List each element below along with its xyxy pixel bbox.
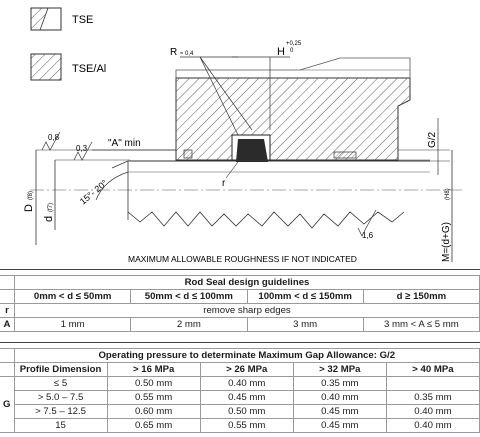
g-side-label: G: [0, 377, 14, 433]
table1-cell: 2 mm: [131, 318, 247, 332]
row-r-label: r: [0, 304, 15, 318]
roughness-16: 1,6: [362, 231, 374, 240]
roughness-03: 0,3: [76, 144, 88, 153]
seal-lip: [236, 139, 268, 162]
table2-cell: 0.45 mm: [293, 419, 386, 433]
dim-d-outer-fit: (f8): [28, 191, 34, 200]
angle-label: 15°- 20°: [77, 177, 110, 207]
table2-cell: 0.50 mm: [107, 377, 200, 391]
m-formula: M=(d+G): [441, 221, 452, 262]
table2-cell: 0.40 mm: [386, 405, 479, 419]
table2-cell: 0.40 mm: [200, 377, 293, 391]
table2-cell: 0.35 mm: [386, 391, 479, 405]
rod-seal-guidelines-table: [0, 275, 480, 332]
legend-tse: [31, 8, 93, 30]
roughness-note: MAXIMUM ALLOWABLE ROUGHNESS IF NOT INDICATED: [128, 254, 357, 264]
table2-cell: 0.50 mm: [200, 405, 293, 419]
table2-cell: > 5.0 – 7.5: [14, 391, 107, 405]
table-row: [0, 419, 480, 433]
housing-section: [176, 78, 410, 160]
h-tol-zero: 0: [290, 48, 294, 54]
legend-tse-al-label: TSE/Al: [72, 63, 107, 75]
gap-allowance-table: [0, 348, 480, 433]
row-r-text: remove sharp edges: [15, 304, 480, 318]
table1-header: 100mm < d ≤ 150mm: [247, 290, 363, 304]
table2-cell: 0.40 mm: [293, 391, 386, 405]
table1-header: d ≥ 150mm: [363, 290, 479, 304]
h-tol-plus: +0,25: [286, 41, 302, 47]
table2-header: > 40 MPa: [386, 363, 479, 377]
r-callout: R: [170, 47, 178, 58]
table2-header: Profile Dimension: [14, 363, 107, 377]
a-min-label: "A" min: [108, 138, 141, 149]
table2-cell: 0.65 mm: [107, 419, 200, 433]
h-label: H: [277, 46, 285, 58]
table-row: [0, 405, 480, 419]
table2-header: > 26 MPa: [200, 363, 293, 377]
dim-d-inner-fit: (f7): [48, 203, 54, 212]
table2-title: Operating pressure to determinate Maximum Gap Allowance: G/2: [14, 349, 480, 363]
row-a-label: A: [0, 318, 15, 332]
dim-d-outer: D: [23, 204, 35, 212]
table1-title: Rod Seal design guidelines: [15, 276, 480, 290]
table2-cell: [386, 377, 479, 391]
table2-cell: 0.40 mm: [386, 419, 479, 433]
m-fit: (H8): [445, 188, 451, 200]
legend-tse-label: TSE: [72, 14, 94, 26]
table2-cell: 0.45 mm: [293, 405, 386, 419]
roughness-08: 0,8: [48, 133, 60, 142]
table1-header: 50mm < d ≤ 100mm: [131, 290, 247, 304]
rod-break-line: [128, 212, 404, 228]
tse-al-profile-icon: [31, 54, 61, 80]
table2-header: > 32 MPa: [293, 363, 386, 377]
r-value: ≈ 0,4: [180, 51, 194, 57]
dim-d-inner: d: [43, 215, 55, 222]
gap-half-label: G/2: [427, 131, 438, 148]
table2-cell: ≤ 5: [14, 377, 107, 391]
table1-header: 0mm < d ≤ 50mm: [15, 290, 131, 304]
table2-cell: 0.35 mm: [293, 377, 386, 391]
table2-cell: 0.45 mm: [200, 391, 293, 405]
table1-cell: 1 mm: [15, 318, 131, 332]
table2-cell: 0.55 mm: [200, 419, 293, 433]
table-row: [0, 377, 480, 391]
legend-tse-al: [31, 54, 106, 80]
table-row: [0, 391, 480, 405]
table2-cell: > 7.5 – 12.5: [14, 405, 107, 419]
table1-cell: 3 mm: [247, 318, 363, 332]
table2-cell: 0.55 mm: [107, 391, 200, 405]
r-small-label: r: [222, 178, 226, 189]
table2-header: > 16 MPa: [107, 363, 200, 377]
table1-cell: 3 mm < A ≤ 5 mm: [363, 318, 479, 332]
table2-cell: 0.60 mm: [107, 405, 200, 419]
table2-cell: 15: [14, 419, 107, 433]
